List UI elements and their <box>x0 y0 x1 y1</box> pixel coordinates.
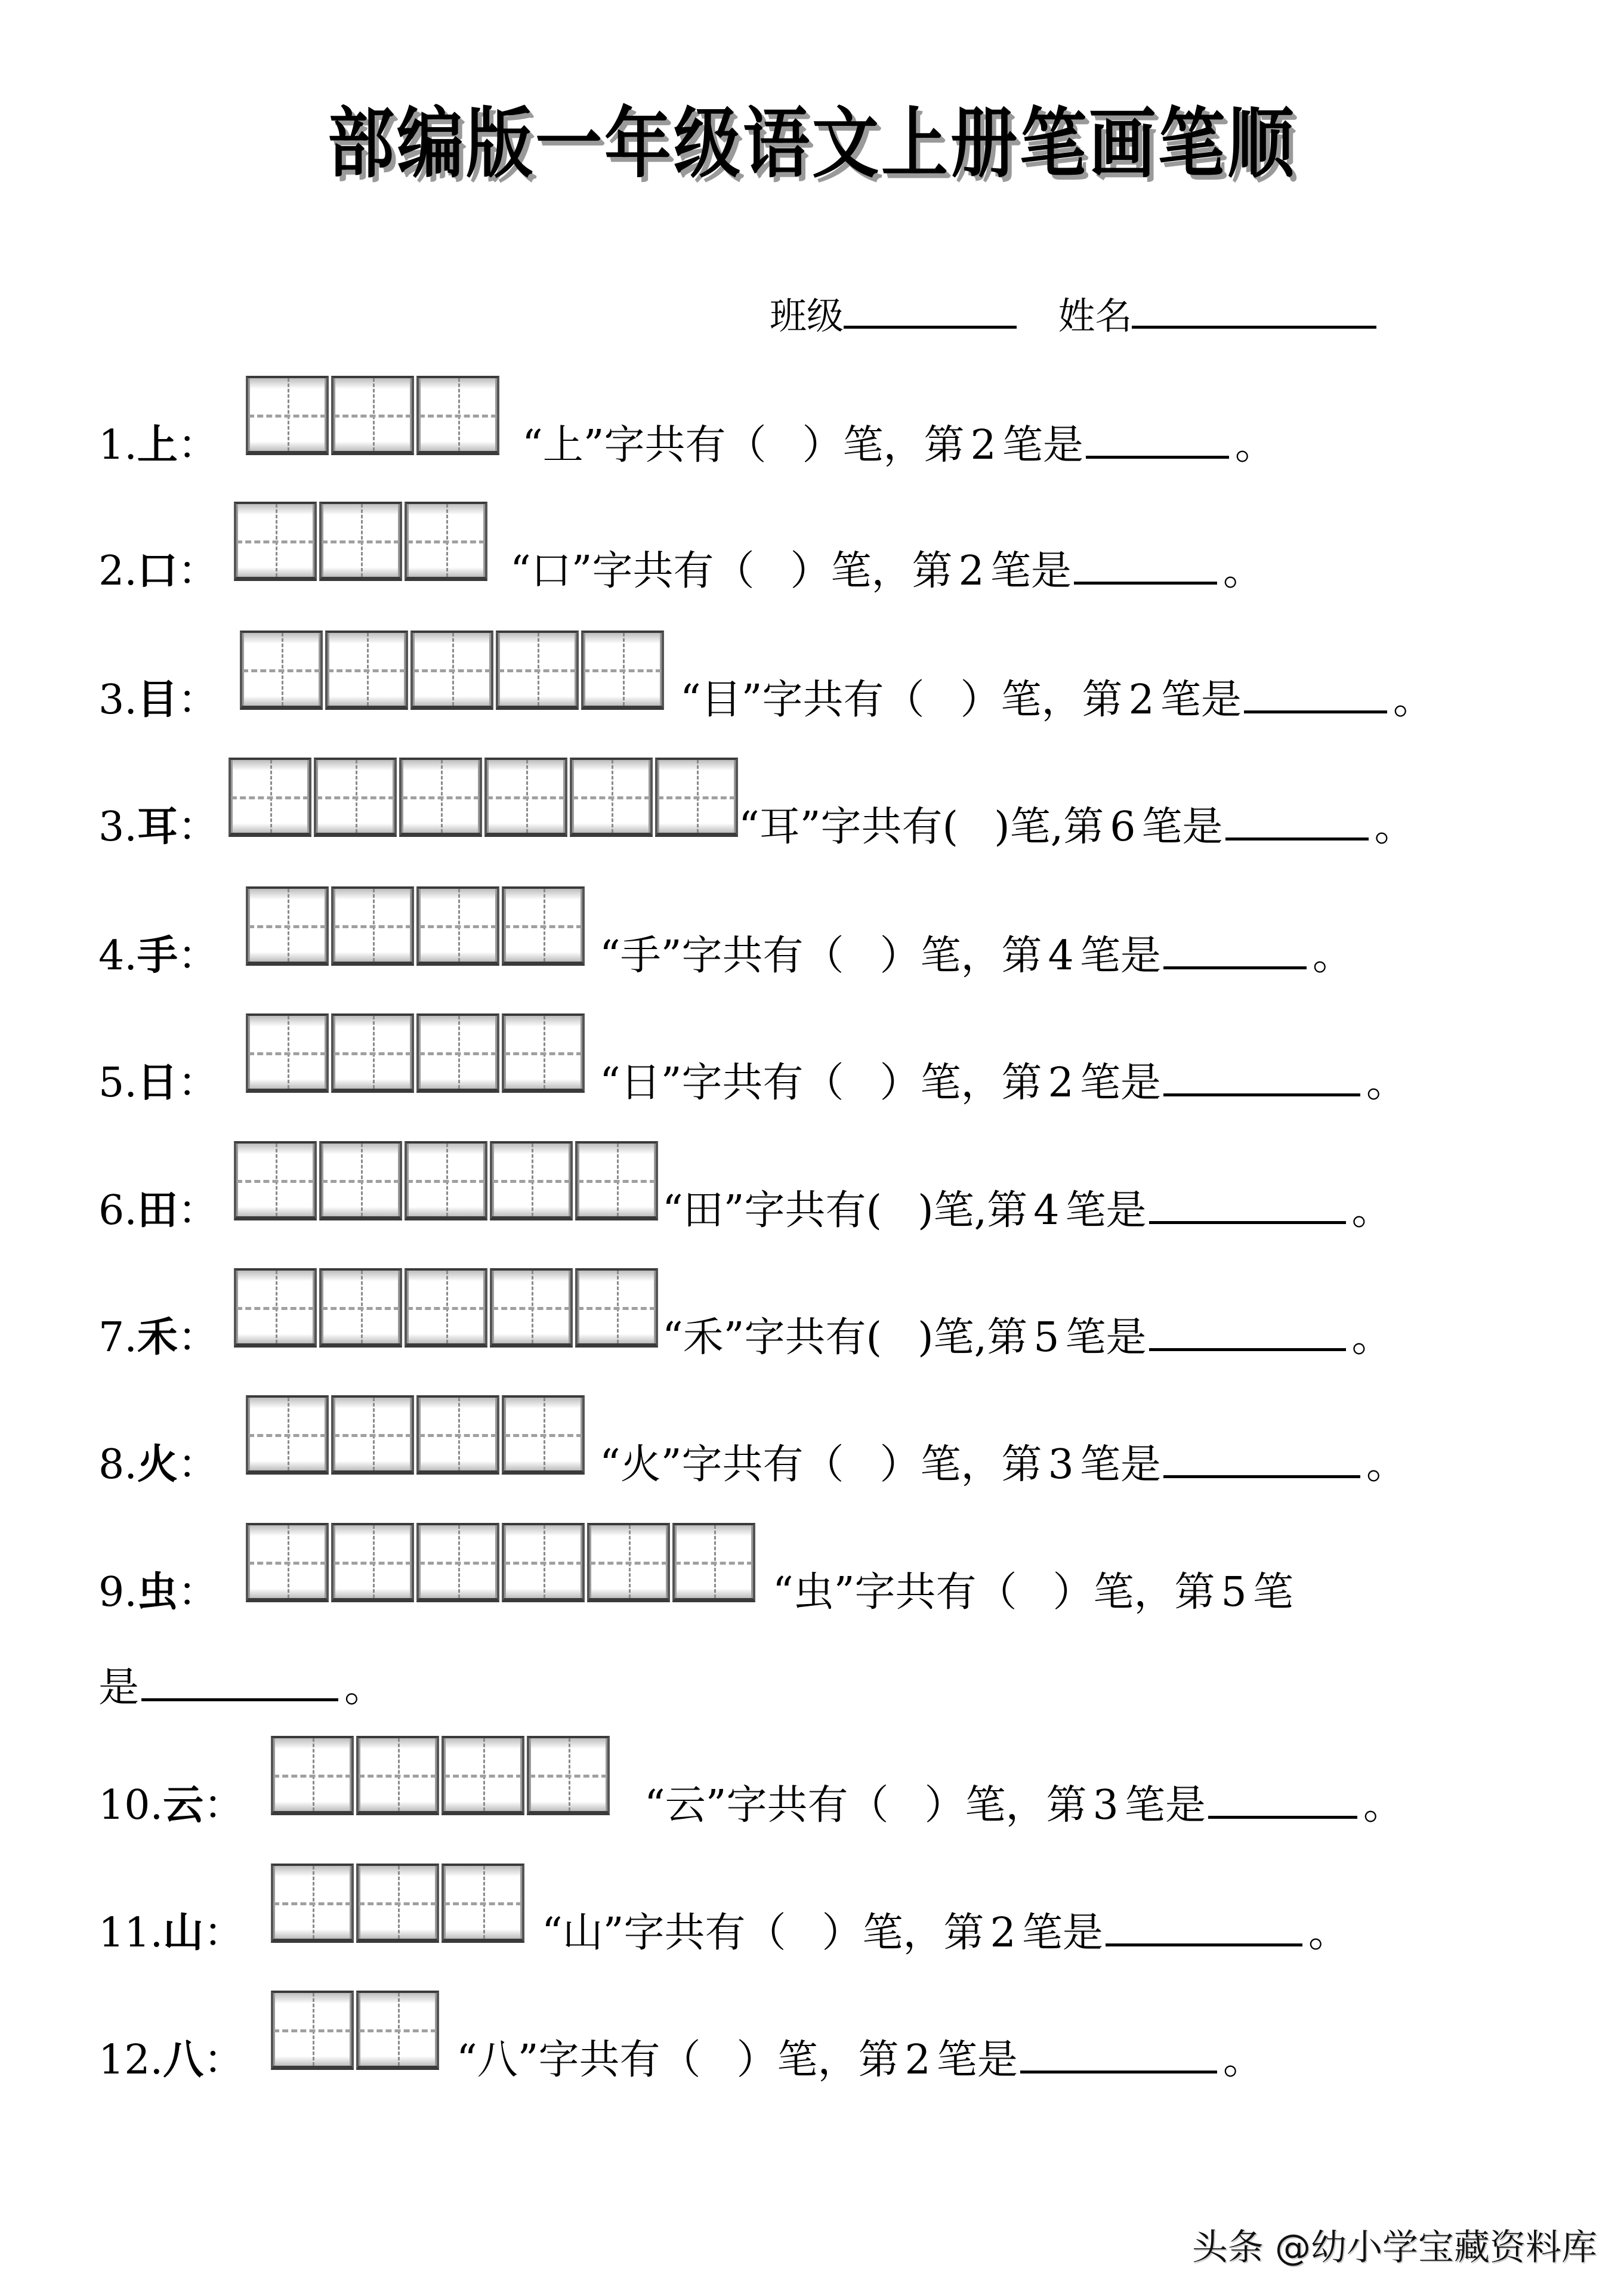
writing-cell[interactable] <box>502 1013 585 1093</box>
stroke-answer-blank[interactable] <box>1020 2070 1217 2073</box>
writing-cell[interactable] <box>331 376 414 455</box>
question-mid: ）笔，第 <box>879 1059 1042 1107</box>
question-prefix: “手”字共有（ <box>600 932 844 979</box>
question-number-label <box>98 2028 244 2085</box>
writing-cell[interactable] <box>502 1523 585 1602</box>
question-suffix: 笔是 <box>990 548 1072 595</box>
question-number-label <box>98 1901 244 1958</box>
target-character: 手 <box>137 932 178 979</box>
question-wrap: 是 <box>98 1664 140 1711</box>
writing-cell[interactable] <box>240 631 323 710</box>
question-mid: )笔,第 <box>918 1314 1028 1361</box>
writing-cell[interactable] <box>570 758 653 837</box>
question-text <box>773 1560 1293 1618</box>
question-prefix: “山”字共有（ <box>542 1909 786 1957</box>
colon: ： <box>177 804 218 851</box>
writing-cell[interactable] <box>246 376 329 455</box>
question-text-continued <box>98 1655 385 1713</box>
question-prefix: “虫”字共有（ <box>773 1569 1017 1616</box>
stroke-answer-blank[interactable] <box>1163 966 1307 969</box>
question-prefix: “火”字共有（ <box>600 1441 844 1488</box>
question-mid: ）笔，第 <box>790 548 953 595</box>
period: 。 <box>1351 1187 1393 1234</box>
question-text <box>662 1305 1393 1363</box>
question-suffix: 笔是 <box>1065 1187 1147 1234</box>
question-mid: ）笔，第 <box>736 2037 899 2084</box>
period: 。 <box>1234 422 1276 469</box>
writing-cell[interactable] <box>271 1736 354 1815</box>
question-mid: ）笔，第 <box>960 676 1123 724</box>
watermark: 头条 @幼小学宝藏资料库 <box>1191 2227 1597 2269</box>
target-character: 耳 <box>137 803 178 851</box>
tian-zi-ge-grid <box>246 1395 587 1475</box>
stroke-number: 4 <box>1033 1187 1060 1234</box>
question-number: 2. <box>98 548 137 595</box>
writing-cell[interactable] <box>441 1736 524 1815</box>
stroke-number: 3 <box>1048 1441 1074 1488</box>
tian-zi-ge-grid <box>271 1864 527 1943</box>
question-number-label <box>98 1560 218 1618</box>
writing-cell[interactable] <box>246 1523 329 1602</box>
question-mid: ）笔，第 <box>822 1909 984 1957</box>
question-text <box>522 413 1276 471</box>
question-number: 5. <box>98 1059 137 1107</box>
colon: ： <box>203 1782 245 1829</box>
writing-cell[interactable] <box>271 1864 354 1943</box>
tian-zi-ge-grid <box>271 1991 441 2070</box>
stroke-number: 6 <box>1110 804 1136 851</box>
question-suffix: 笔 <box>1252 1569 1293 1616</box>
question-number-label <box>98 539 218 597</box>
target-character: 禾 <box>137 1314 178 1361</box>
colon: ： <box>177 422 218 469</box>
writing-cell[interactable] <box>331 1395 414 1475</box>
tian-zi-ge-grid <box>246 376 502 455</box>
colon: ： <box>177 1314 218 1361</box>
writing-cell[interactable] <box>587 1523 670 1602</box>
target-character: 八 <box>163 2036 204 2084</box>
question-number: 1. <box>98 422 137 469</box>
question-mid: )笔,第 <box>994 804 1104 851</box>
period: 。 <box>1222 2037 1264 2084</box>
target-character: 口 <box>137 547 178 595</box>
question-suffix: 笔是 <box>1141 804 1223 851</box>
worksheet-title: 部编版一年级语文上册笔画笔顺 <box>328 99 1296 189</box>
writing-cell[interactable] <box>234 502 317 581</box>
stroke-answer-blank[interactable] <box>1106 1943 1302 1946</box>
writing-cell[interactable] <box>356 1864 439 1943</box>
colon: ： <box>203 2037 245 2084</box>
period: 。 <box>1351 1314 1393 1361</box>
question-number-label <box>98 668 218 725</box>
stroke-answer-blank[interactable] <box>1244 710 1387 713</box>
writing-cell[interactable] <box>325 631 408 710</box>
period: 。 <box>1374 804 1415 851</box>
writing-cell[interactable] <box>356 1991 439 2070</box>
tian-zi-ge-grid <box>246 1523 758 1602</box>
question-number-label <box>98 1432 218 1490</box>
question-number: 9. <box>98 1569 137 1616</box>
question-number: 3. <box>98 804 137 851</box>
question-suffix: 笔是 <box>936 2037 1018 2084</box>
question-suffix: 笔是 <box>1079 932 1161 979</box>
question-prefix: “禾”字共有( <box>662 1314 882 1361</box>
writing-cell[interactable] <box>441 1864 524 1943</box>
writing-cell[interactable] <box>246 886 329 966</box>
writing-cell[interactable] <box>416 886 499 966</box>
writing-cell[interactable] <box>581 631 664 710</box>
stroke-number: 2 <box>990 1909 1016 1957</box>
target-character: 云 <box>163 1781 204 1829</box>
question-suffix: 笔是 <box>1079 1059 1161 1107</box>
stroke-number: 4 <box>1048 932 1074 979</box>
stroke-answer-blank[interactable] <box>1208 1815 1357 1819</box>
question-number: 4. <box>98 932 137 979</box>
question-prefix: “口”字共有（ <box>510 548 755 595</box>
writing-cell[interactable] <box>331 886 414 966</box>
writing-cell[interactable] <box>356 1736 439 1815</box>
question-text <box>662 1178 1393 1236</box>
writing-cell[interactable] <box>319 1268 402 1348</box>
class-label: 班级 <box>770 294 844 338</box>
question-suffix: 笔是 <box>1021 1909 1103 1957</box>
question-number: 10. <box>98 1782 163 1829</box>
writing-cell[interactable] <box>405 502 487 581</box>
question-text <box>644 1773 1404 1831</box>
tian-zi-ge-grid <box>240 631 666 710</box>
tian-zi-ge-grid <box>234 502 490 581</box>
question-number-label <box>98 795 218 852</box>
stroke-answer-blank[interactable] <box>1149 1348 1346 1351</box>
question-mid: ）笔，第 <box>879 932 1042 979</box>
question-prefix: “云”字共有（ <box>644 1782 889 1829</box>
period: 。 <box>1363 1782 1404 1829</box>
target-character: 上 <box>137 421 178 469</box>
writing-cell[interactable] <box>416 1013 499 1093</box>
stroke-answer-blank[interactable] <box>1149 1220 1346 1224</box>
colon: ： <box>177 548 218 595</box>
period: 。 <box>344 1664 385 1711</box>
question-number-label <box>98 923 218 981</box>
writing-cell[interactable] <box>416 376 499 455</box>
writing-cell[interactable] <box>527 1736 610 1815</box>
writing-cell[interactable] <box>246 1395 329 1475</box>
stroke-answer-blank[interactable] <box>1086 455 1229 459</box>
tian-zi-ge-grid <box>234 1268 660 1348</box>
stroke-answer-blank[interactable] <box>1225 837 1369 840</box>
colon: ： <box>177 1187 218 1234</box>
writing-cell[interactable] <box>234 1141 317 1220</box>
stroke-number: 3 <box>1092 1782 1119 1829</box>
writing-cell[interactable] <box>234 1268 317 1348</box>
target-character: 火 <box>137 1441 178 1488</box>
question-suffix: 笔是 <box>1065 1314 1147 1361</box>
question-mid: )笔,第 <box>918 1187 1028 1234</box>
target-character: 日 <box>137 1059 178 1107</box>
question-prefix: “目”字共有（ <box>680 676 925 724</box>
colon: ： <box>203 1909 245 1957</box>
question-text <box>510 539 1264 597</box>
period: 。 <box>1393 676 1434 724</box>
writing-cell[interactable] <box>319 502 402 581</box>
target-character: 目 <box>137 676 178 724</box>
question-prefix: “日”字共有（ <box>600 1059 844 1107</box>
question-number: 6. <box>98 1187 137 1234</box>
writing-cell[interactable] <box>575 1141 658 1220</box>
colon: ： <box>177 676 218 724</box>
stroke-answer-blank[interactable] <box>141 1698 338 1701</box>
colon: ： <box>177 1441 218 1488</box>
stroke-answer-blank[interactable] <box>1163 1093 1360 1096</box>
writing-cell[interactable] <box>484 758 567 837</box>
question-text <box>600 923 1353 981</box>
stroke-answer-blank[interactable] <box>1074 581 1217 585</box>
question-mid: ）笔，第 <box>802 422 965 469</box>
question-prefix: “八”字共有（ <box>456 2037 701 2084</box>
writing-cell[interactable] <box>502 1395 585 1475</box>
writing-cell[interactable] <box>331 1523 414 1602</box>
stroke-number: 2 <box>1128 676 1154 724</box>
question-text <box>739 795 1415 852</box>
question-prefix: “耳”字共有( <box>739 804 959 851</box>
tian-zi-ge-grid <box>271 1736 612 1815</box>
writing-cell[interactable] <box>314 758 397 837</box>
writing-cell[interactable] <box>490 1268 573 1348</box>
colon: ： <box>177 1569 218 1616</box>
writing-cell[interactable] <box>490 1141 573 1220</box>
question-prefix: “上”字共有（ <box>522 422 767 469</box>
colon: ： <box>177 1059 218 1107</box>
writing-cell[interactable] <box>399 758 482 837</box>
writing-cell[interactable] <box>496 631 579 710</box>
stroke-answer-blank[interactable] <box>1163 1475 1360 1478</box>
question-suffix: 笔是 <box>1079 1441 1161 1488</box>
writing-cell[interactable] <box>410 631 493 710</box>
writing-cell[interactable] <box>405 1141 487 1220</box>
tian-zi-ge-grid <box>234 1141 660 1220</box>
question-number: 11. <box>98 1909 163 1957</box>
writing-cell[interactable] <box>319 1141 402 1220</box>
stroke-number: 2 <box>1048 1059 1074 1107</box>
period: 。 <box>1366 1441 1407 1488</box>
question-prefix: “田”字共有( <box>662 1187 882 1234</box>
question-number-label <box>98 1773 244 1831</box>
colon: ： <box>177 932 218 979</box>
question-text <box>542 1901 1349 1958</box>
question-number: 3. <box>98 676 137 724</box>
question-text <box>680 668 1434 725</box>
tian-zi-ge-grid <box>246 886 587 966</box>
question-mid: ）笔，第 <box>879 1441 1042 1488</box>
question-suffix: 笔是 <box>1124 1782 1206 1829</box>
writing-cell[interactable] <box>416 1395 499 1475</box>
writing-cell[interactable] <box>405 1268 487 1348</box>
writing-cell[interactable] <box>502 886 585 966</box>
question-number-label <box>98 1050 218 1108</box>
question-suffix: 笔是 <box>1160 676 1242 724</box>
question-suffix: 笔是 <box>1002 422 1083 469</box>
writing-cell[interactable] <box>672 1523 755 1602</box>
question-number-label <box>98 1178 218 1236</box>
stroke-number: 2 <box>970 422 996 469</box>
writing-cell[interactable] <box>271 1991 354 2070</box>
writing-cell[interactable] <box>575 1268 658 1348</box>
writing-cell[interactable] <box>655 758 738 837</box>
period: 。 <box>1366 1059 1407 1107</box>
writing-cell[interactable] <box>246 1013 329 1093</box>
name-blank-field[interactable] <box>1132 325 1376 329</box>
stroke-number: 5 <box>1033 1314 1060 1361</box>
question-text <box>456 2028 1264 2085</box>
writing-cell[interactable] <box>416 1523 499 1602</box>
question-mid: ）笔，第 <box>924 1782 1087 1829</box>
student-info-line <box>770 286 1376 339</box>
question-number: 12. <box>98 2037 163 2084</box>
question-text <box>600 1050 1407 1108</box>
period: 。 <box>1312 932 1353 979</box>
stroke-number: 5 <box>1221 1569 1247 1616</box>
question-mid: ）笔，第 <box>1052 1569 1215 1616</box>
question-number: 8. <box>98 1441 137 1488</box>
target-character: 山 <box>163 1909 204 1957</box>
question-number: 7. <box>98 1314 137 1361</box>
writing-cell[interactable] <box>229 758 311 837</box>
writing-cell[interactable] <box>331 1013 414 1093</box>
question-number-label <box>98 1305 218 1363</box>
tian-zi-ge-grid <box>246 1013 587 1093</box>
name-label: 姓名 <box>1058 294 1132 338</box>
period: 。 <box>1222 548 1264 595</box>
target-character: 田 <box>137 1186 178 1234</box>
stroke-number: 2 <box>958 548 984 595</box>
question-number-label <box>98 413 218 471</box>
question-text <box>600 1432 1407 1490</box>
class-blank-field[interactable] <box>844 325 1017 329</box>
stroke-number: 2 <box>904 2037 931 2084</box>
tian-zi-ge-grid <box>229 758 740 837</box>
target-character: 虫 <box>137 1568 178 1616</box>
period: 。 <box>1308 1909 1349 1957</box>
